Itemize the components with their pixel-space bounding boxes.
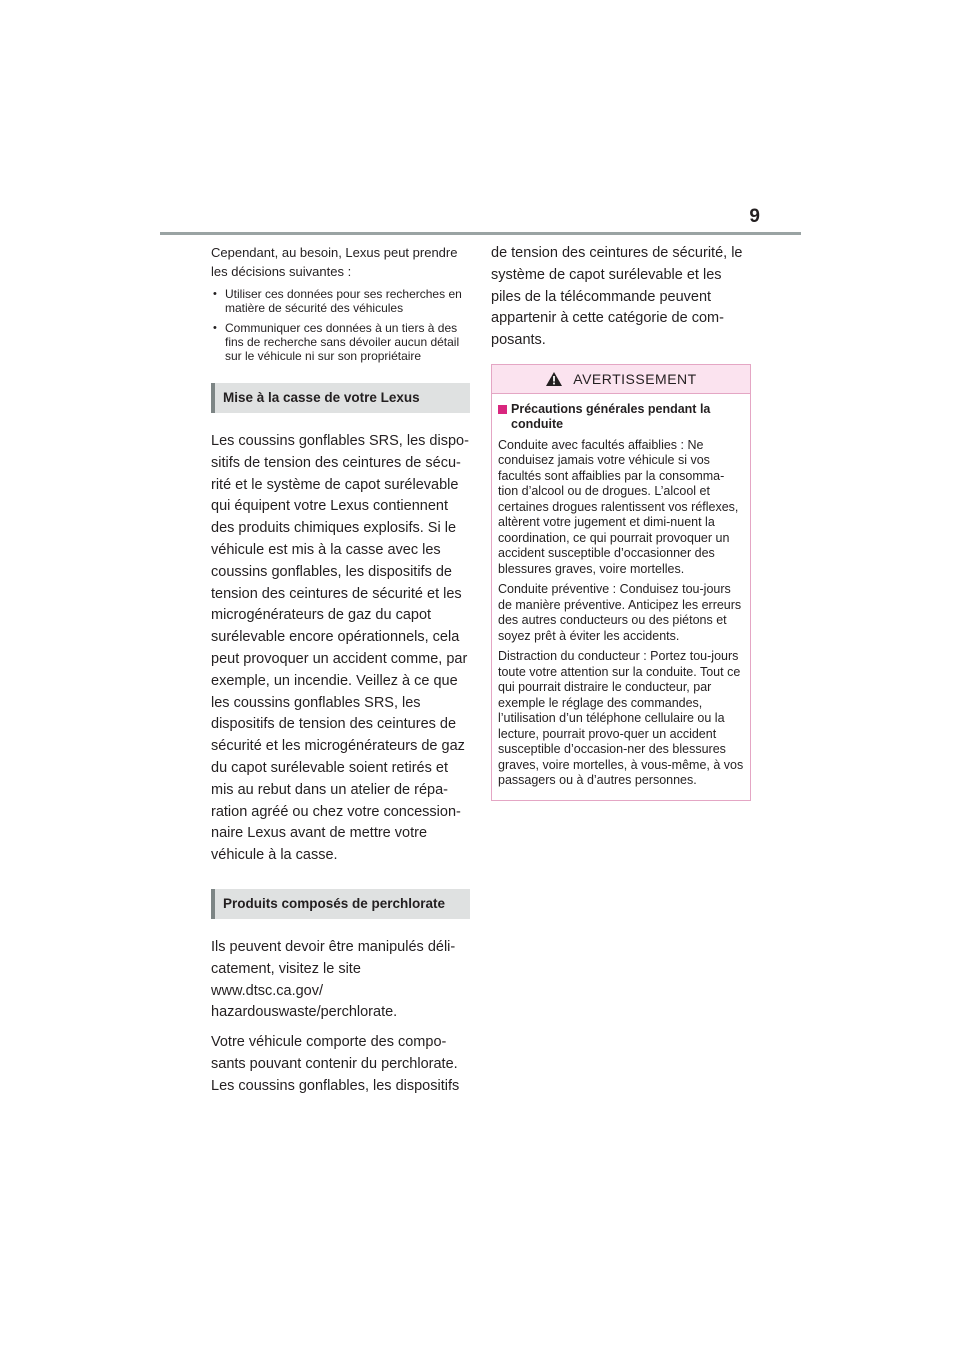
warning-paragraph: Conduite préventive : Conduisez tou-jours de manière préventive. Anticipez les erreurs des autres conducteurs ou des piétons et soyez prêt à éviter les accidents. [498,582,742,643]
perchlorate-body-2: Votre véhicule comporte des compo-sants pouvant contenir du perchlorate. Les coussins gonflables, les dispositifs [211,1034,460,1094]
perchlorate-body-1: Ils peuvent devoir être manipulés déli-catement, visitez le site www.dtsc.ca.gov/ hazardouswaste/perchlorate. [211,938,456,1021]
right-column [491,243,751,801]
warning-triangle-icon [545,371,563,387]
page-number: 9 [749,206,760,227]
warning-paragraph: Conduite avec facultés affaiblies : Ne conduisez jamais votre véhicule si vos facultés sont affaiblies par la consomma-tion d’alcool ou de drogues. L’alcool et certaines drogues ralentissent vos réflexes, altèrent votre jugement et dimi-nuent la coordination, ce qui pourrait provoquer un accident susceptible d’occasionner des blessures graves, voire mortelles. [498,437,739,576]
bullet-list [211,287,470,363]
list-item: • Communiquer ces données à un tiers à des fins de recherche sans dévoiler aucun détail sur le véhicule ni sur son propriétaire [211,321,470,363]
warning-subtitle [498,402,744,432]
list-item: • Utiliser ces données pour ses recherches en matière de sécurité des véhicules [211,287,470,315]
disposal-body: Les coussins gonflables SRS, les dispo-sitifs de tension des ceintures de sécu-rité et le système de capot surélevable qui équipent votre Lexus contiennent des produits chimiques explosifs. Si le véhicule est mis à la casse avec les coussins gonflables, les dispositifs de tension des ceintures de sécurité et les microgénérateurs de gaz du capot surélevable encore opérationnels, cela peut provoquer un accident comme, par exemple, un incendie. Veillez à ce que les coussins gonflables SRS, les dispositifs de tension des ceintures de sécurité et les microgénérateurs de gaz du capot surélevable soient retirés et mis au rebut dans un atelier de répa-ration agréé ou chez votre concession-naire Lexus avant de mettre votre véhicule à la casse. [211,433,469,864]
section-heading-perchlorate: Produits composés de perchlorate [211,889,470,919]
warning-body [492,394,750,800]
warning-header [492,365,750,394]
warning-subtitle-text: Précautions générales pendant la conduite [511,401,711,431]
section-heading-disposal: Mise à la casse de votre Lexus [211,383,470,413]
warning-paragraph: Distraction du conducteur : Portez tou-jours toute votre attention sur la conduite. Tout ce qui pourrait distraire le conducteur, par exemple le réglage des commandes, l’utilisation d’un téléphone cellulaire ou la lecture, pourrait provo-quer un accident susceptible d’occasion-ner des blessures graves, voire mortelles, à vous-même, à vos passagers ou à d’autres personnes. [498,649,744,788]
square-bullet-icon [498,405,507,414]
warning-box [491,364,751,801]
warning-title: AVERTISSEMENT [573,370,697,387]
left-column [211,243,470,1106]
continuation-text: de tension des ceintures de sécurité, le système de capot surélevable et les piles de la télécommande peuvent appartenir à cette catégorie de com-posants. [491,245,743,349]
header-rule [160,232,801,235]
intro-text: Cependant, au besoin, Lexus peut prendre les décisions suivantes : [211,245,458,279]
